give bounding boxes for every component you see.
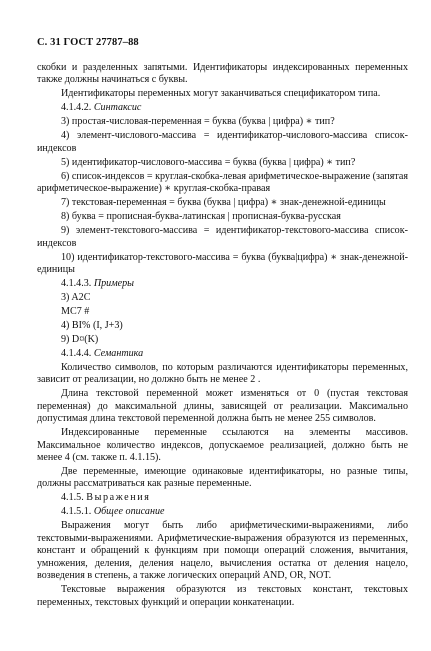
section-title: Выражения	[86, 492, 151, 504]
section-title: Синтаксис	[93, 102, 142, 114]
section-number: 4.1.4.2.	[61, 102, 92, 114]
example-line: 4) BI% (I, J+3)	[61, 320, 123, 332]
paragraph: Индексированные переменные ссылаются на элементы массивов. Максимальное количество индексов, допускаемое реализацией, должно быть не менее 4 (см. также п. 4.1.15).	[37, 427, 408, 464]
section-heading-general	[37, 506, 408, 518]
syntax-rule: 5) идентификатор-числового-массива = буква (буква | цифра) ∗ тип?	[61, 156, 356, 168]
page-content	[37, 62, 408, 609]
paragraph: Длина текстовой переменной может изменяться от 0 (пустая текстовая переменная) до максимальной длины, зависящей от реализации. Максимально допустимая длина текстовой переменной должна быть не менее 255 символов.	[37, 388, 408, 425]
paragraph: Две переменные, имеющие одинаковые идентификаторы, но разные типы, должны рассматриваться как разные переменные.	[37, 466, 408, 490]
section-heading-examples	[37, 278, 408, 290]
syntax-rule: 7) текстовая-переменная = буква (буква | цифра) ∗ знак-денежной-единицы	[61, 197, 386, 209]
section-title: Общее описание	[93, 506, 165, 518]
section-number: 4.1.4.4.	[61, 348, 92, 360]
paragraph: Выражения могут быть либо арифметическими-выражениями, либо текстовыми-выражениями. Арифметические-выражения образуются из переменных, констант и обращений к функциям при помощи операций сложения, вычитания, умножения, деления, деления нацело, вычисления остатка от деления нацело, возведения в степень, а также логических операций AND, OR, NOT.	[37, 520, 408, 582]
paragraph: Идентификаторы переменных могут заканчиваться спецификатором типа.	[61, 88, 381, 100]
section-number: 4.1.5.	[61, 492, 84, 504]
section-number: 4.1.5.1.	[61, 506, 92, 518]
section-heading-syntax	[37, 102, 408, 114]
syntax-rule: 9) элемент-текстового-массива = идентификатор-текстового-массива список-индексов	[37, 225, 408, 249]
section-title: Семантика	[93, 348, 144, 360]
syntax-rule: 3) простая-числовая-переменная = буква (буква | цифра) ∗ тип?	[61, 116, 335, 128]
syntax-rule: 6) список-индексов = круглая-скобка-левая арифметическое-выражение (запятая арифметическое-выражение) ∗ круглая-скобка-правая	[37, 170, 409, 195]
section-number: 4.1.4.3.	[61, 278, 92, 290]
section-title: Примеры	[93, 278, 135, 290]
example-line: 3) A2C	[61, 292, 91, 304]
paragraph: скобки и разделенных запятыми. Идентификаторы индексированных переменных также должны начинаться с буквы.	[37, 62, 408, 86]
section-heading-expressions	[37, 492, 408, 504]
section-heading-semantics	[37, 348, 408, 360]
page-header: С. 31 ГОСТ 27787–88	[37, 37, 139, 48]
syntax-rule: 8) буква = прописная-буква-латинская | прописная-буква-русская	[61, 211, 341, 223]
paragraph: Количество символов, по которым различаются идентификаторы переменных, зависит от реализации, но должно быть не менее 2 .	[37, 362, 408, 386]
example-line: MC7 #	[61, 306, 90, 318]
example-line: 9) D¤(K)	[61, 334, 99, 346]
syntax-rule: 10) идентификатор-текстового-массива = буква (буква|цифра) ∗ знак-денежной-единицы	[37, 251, 408, 276]
paragraph: Текстовые выражения образуются из текстовых констант, текстовых переменных, текстовых функций и операции конкатенации.	[37, 584, 408, 608]
syntax-rule: 4) элемент-числового-массива = идентификатор-числового-массива список-индексов	[37, 130, 408, 154]
